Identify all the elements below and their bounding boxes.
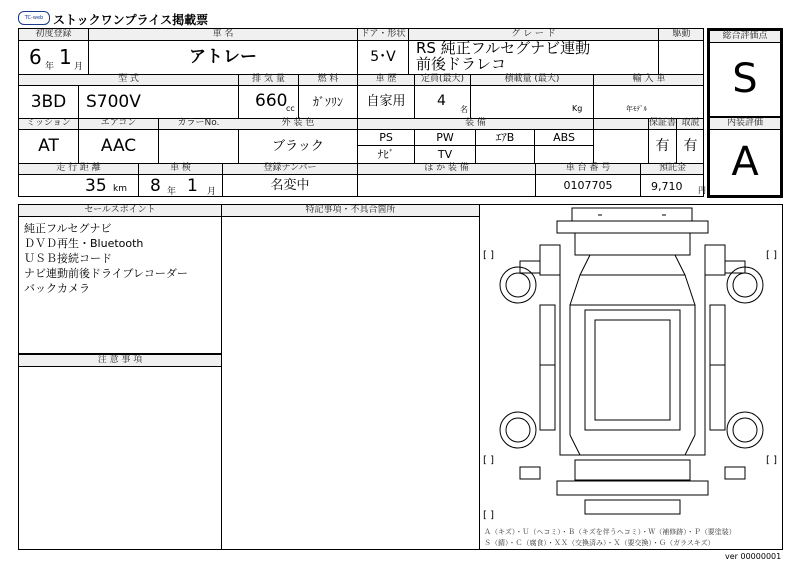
notes-label: 注 意 事 項 xyxy=(97,355,143,365)
equip-ps: PS xyxy=(379,131,393,144)
first-reg-label: 初度登録 xyxy=(35,29,72,39)
model-value: S700V xyxy=(86,92,141,112)
mileage-value xyxy=(19,175,138,197)
capacity-value xyxy=(415,86,470,118)
sales-points-label: セールスポイント xyxy=(84,205,156,215)
car-name: アトレー xyxy=(189,47,257,67)
inspection-year: 8 xyxy=(150,176,161,196)
chassis-value: 0107705 xyxy=(563,179,613,192)
recycle-unit: 円 xyxy=(698,186,706,195)
notes-panel xyxy=(18,354,222,550)
manual-label: 取説 xyxy=(681,118,700,128)
model-prefix: 3BD xyxy=(30,92,67,112)
bracket-left-bottom: [ ] xyxy=(483,455,494,466)
front-bumper-shape xyxy=(557,221,708,233)
plate-value: 名変中 xyxy=(270,178,310,193)
interior-grade-label: 内装評価 xyxy=(726,118,763,128)
plate-label: 登録ナンバー xyxy=(263,163,317,173)
doors-value: 5･V xyxy=(370,49,396,65)
remarks-label: 特記事項・不具合箇所 xyxy=(305,205,396,215)
year-unit: 年 xyxy=(45,62,55,72)
overall-grade: S xyxy=(732,56,758,102)
legend-line-2: Ｓ（錆）・Ｃ（腐食）・ＸＸ（交換済み）・Ｘ（要交換）・Ｇ（ガラスキズ） xyxy=(484,539,715,547)
chassis-label: 車 台 番 号 xyxy=(565,163,611,173)
mileage-label: 走 行 距 離 xyxy=(56,163,101,173)
equip-pw: PW xyxy=(436,131,454,144)
capacity-number: 4 xyxy=(437,93,446,109)
mission-value: AT xyxy=(38,136,59,156)
drive-value xyxy=(659,41,704,74)
recycle-value xyxy=(641,175,704,197)
sales-point: ＤＶＤ再生・Bluetooth xyxy=(24,237,144,250)
overall-grade-label: 総合評価点 xyxy=(722,31,768,41)
month-unit: 月 xyxy=(74,62,84,72)
warranty-value: 有 xyxy=(655,138,670,154)
car-name-label: 車 名 xyxy=(212,29,234,39)
usage-label: 車 歴 xyxy=(375,74,397,84)
warranty-label: 保証書 xyxy=(649,118,677,128)
year-model-label: 年ﾓﾃﾞﾙ xyxy=(626,105,647,113)
remarks-panel xyxy=(221,204,480,550)
grade-label: グ レ ー ド xyxy=(511,29,556,39)
legend-line-1: Ａ（キズ）・Ｕ（ヘコミ）・Ｂ（キズを伴うヘコミ）・Ｗ（補修跡）・Ｐ（要塗装） xyxy=(484,528,736,536)
sales-point: 純正フルセグナビ xyxy=(24,222,112,235)
inspection-month: 1 xyxy=(187,176,198,196)
equipment-label: 装 備 xyxy=(465,118,486,128)
sales-point: バックカメラ xyxy=(24,282,90,295)
load-unit: Kg xyxy=(572,104,583,113)
manual-value: 有 xyxy=(683,138,698,154)
grade-line1: RS 純正フルセグナビ連動 xyxy=(416,39,591,57)
logo: TC-web xyxy=(18,11,50,25)
interior-grade: A xyxy=(731,139,759,185)
version-label: ver 00000001 xyxy=(725,552,782,561)
fuel-label: 燃 料 xyxy=(317,74,339,84)
displacement-label: 排 気 量 xyxy=(252,74,285,84)
load-label: 積載量 (最大) xyxy=(504,74,560,84)
sales-point: ナビ連動前後ドライブレコーダー xyxy=(24,267,188,280)
first-reg-year: 6 xyxy=(29,45,42,69)
bracket-left-top: [ ] xyxy=(483,250,494,261)
inspection-label: 車 検 xyxy=(170,163,191,173)
color-no-label: カラーNo. xyxy=(177,118,220,128)
model-label: 型 式 xyxy=(118,74,139,84)
bracket-right-top: [ ] xyxy=(766,250,777,261)
first-reg-month: 1 xyxy=(59,45,72,69)
sales-points-list xyxy=(24,221,188,296)
bracket-right-bottom: [ ] xyxy=(766,455,777,466)
aircon-label: エアコン xyxy=(100,118,137,128)
exterior-value: ブラック xyxy=(272,139,324,154)
grade-line2: 前後ドラレコ xyxy=(416,55,507,73)
usage-value: 自家用 xyxy=(366,94,406,109)
equip-airbag: ｴｱB xyxy=(495,131,515,144)
car-outline-diagram xyxy=(480,205,782,525)
fuel-value: ｶﾞｿﾘﾝ xyxy=(312,95,343,109)
inspection-value xyxy=(139,175,222,197)
inspection-year-unit: 年 xyxy=(167,187,177,197)
equip-tv: TV xyxy=(437,148,453,161)
inspection-month-unit: 月 xyxy=(207,187,217,197)
aircon-value: AAC xyxy=(100,136,137,156)
mileage-number: 35 xyxy=(85,176,107,196)
displacement-unit: cc xyxy=(286,104,295,113)
recycle-label: 預託金 xyxy=(658,163,686,173)
equip-navi: ﾅﾋﾞ xyxy=(377,148,395,161)
page-title: ストックワンプライス掲載票 xyxy=(53,13,209,27)
capacity-unit: 名 xyxy=(460,105,468,114)
doors-label: ドア・形状 xyxy=(360,29,406,39)
drive-label: 駆動 xyxy=(672,29,691,39)
mileage-unit: km xyxy=(113,184,127,194)
bracket-left-lower: [ ] xyxy=(483,510,494,521)
exterior-label: 外 装 色 xyxy=(281,118,315,128)
other-equip-label: ほ か 装 備 xyxy=(424,163,469,173)
capacity-label: 定員(最大) xyxy=(420,74,465,84)
mission-label: ミッション xyxy=(26,118,71,128)
sales-point: ＵＳＢ接続コード xyxy=(24,252,112,265)
recycle-number: 9,710 xyxy=(651,180,683,193)
import-label: 輸 入 車 xyxy=(632,74,666,84)
displacement-number: 660 xyxy=(255,91,288,111)
first-reg-date xyxy=(19,42,88,74)
displacement-value xyxy=(239,86,298,118)
equip-abs: ABS xyxy=(553,131,575,144)
